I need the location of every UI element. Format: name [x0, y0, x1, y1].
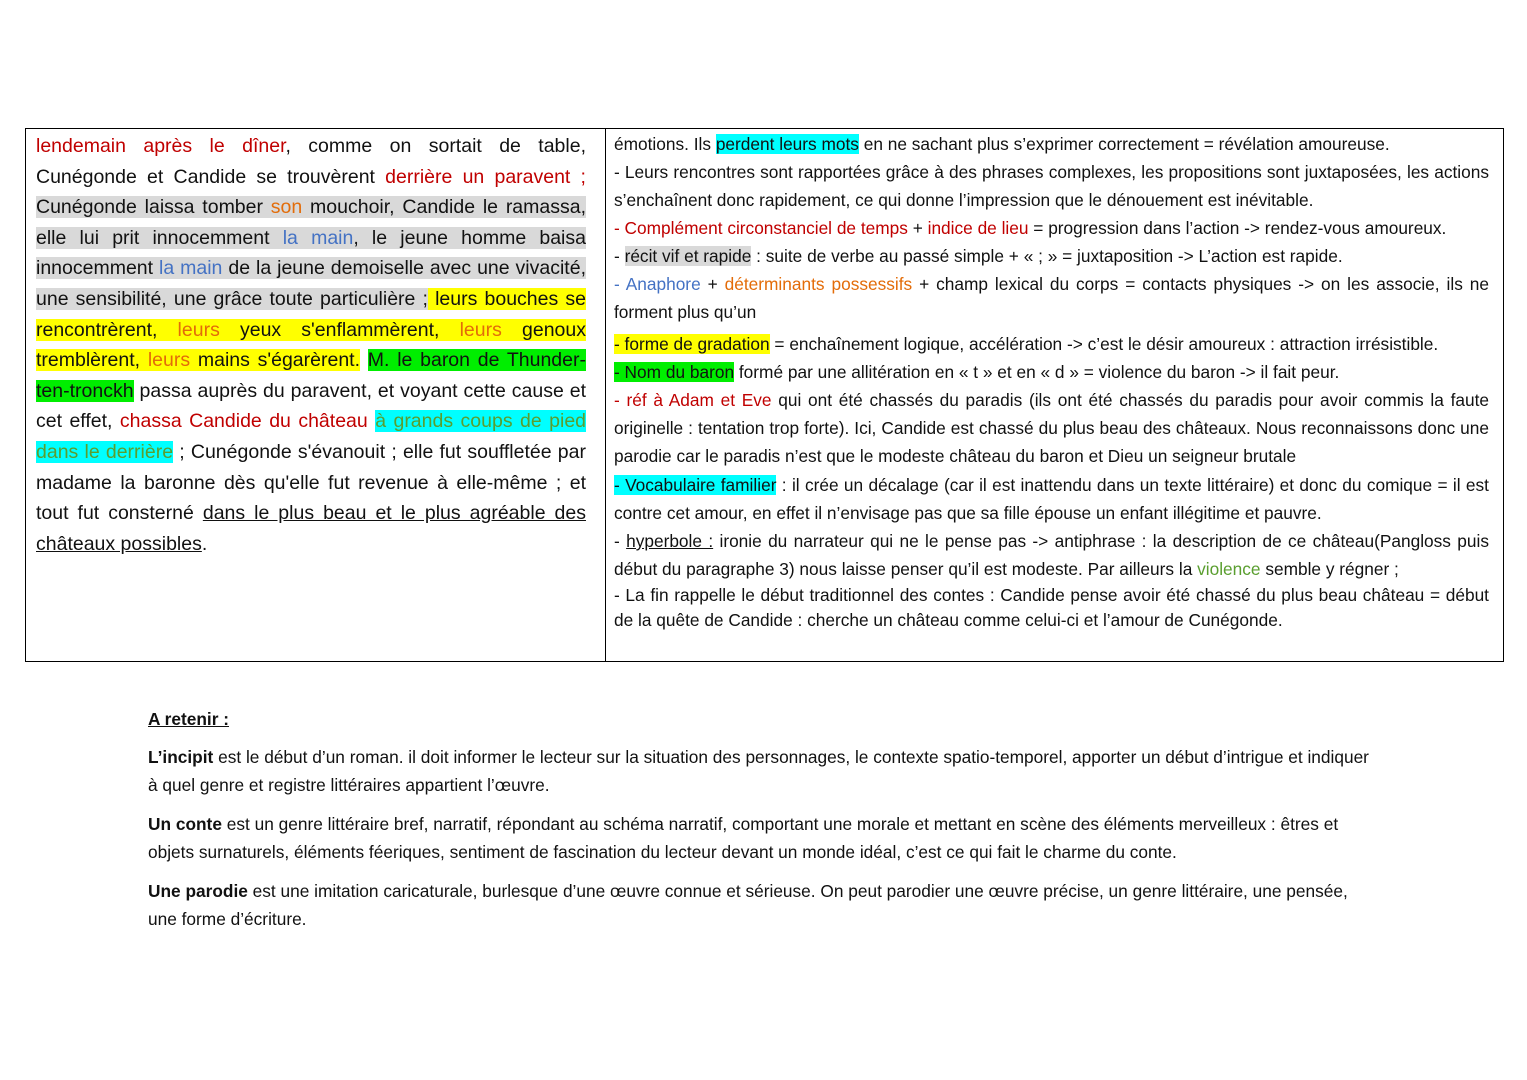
- time-complement-label: - Complément circonstanciel de temps: [614, 218, 908, 238]
- text-span: , le jeune homme baisa innocemment: [36, 226, 586, 280]
- baron-name-highlight: M. le baron de Thunder-ten-tronckh: [36, 349, 586, 402]
- summary-section: [148, 705, 1380, 944]
- anaphora-label: - Anaphore: [614, 274, 701, 294]
- text-span: : il crée un décalage (car il est inattendu dans un texte littéraire) et donc du comique = il est contre cet amour, en effet il n’envisage pas que sa fille épouse un enfant illégitime et pauvre.: [614, 475, 1489, 523]
- analysis-item: [614, 242, 1489, 270]
- definition-text: est une imitation caricaturale, burlesque d’une œuvre connue et sérieuse. On peut parodier une œuvre précise, un genre littéraire, une pensée, une forme d’écriture.: [148, 881, 1348, 929]
- text-span: +: [907, 218, 928, 238]
- text-span: -: [614, 246, 625, 266]
- analysis-item: [614, 386, 1489, 470]
- analysis-item: [614, 358, 1489, 386]
- adam-eve-reference: chassa Candide du château: [119, 410, 368, 433]
- analysis-column: [614, 130, 1489, 633]
- definition-parodie: [148, 877, 1380, 933]
- text-span: +: [700, 274, 725, 294]
- text-span: + champ lexical du corps = contacts physiques -> on les associe, ils ne forment plus qu’un: [614, 274, 1489, 322]
- analysis-item: [614, 471, 1489, 527]
- definition-text: est le début d’un roman. il doit informer le lecteur sur la situation des personnages, le contexte spatio-temporel, apporter un début d’intrigue et indiquer à quel genre et registre littéraires appartient l’œuvre.: [148, 747, 1369, 795]
- time-complement: lendemain après le dîner: [36, 135, 286, 157]
- summary-title-text: A retenir :: [148, 709, 229, 729]
- analysis-item: - La fin rappelle le début traditionnel des contes : Candide pense avoir été chassé du plus beau château = début de la quête de Candide : cherche un château comme celui-ci et l’amour de Cunégonde.: [614, 585, 1489, 630]
- analysis-item: [614, 330, 1489, 358]
- possessive-determiner: leurs: [177, 318, 220, 341]
- text-span: Cunégonde laissa tomber: [36, 196, 271, 219]
- gradation-label: - forme de gradation: [614, 334, 770, 354]
- text-span: -: [614, 531, 627, 551]
- text-span: , comme on sortait de table, Cunégonde et Candide se trouvèrent: [36, 135, 587, 188]
- text-span: = progression dans l’action -> rendez-vous amoureux.: [1028, 218, 1447, 238]
- text-span: mains s'égarèrent.: [190, 349, 360, 372]
- column-divider: [605, 129, 606, 661]
- text-span: semble y régner ;: [1260, 559, 1399, 579]
- definition-term: Une parodie: [148, 881, 248, 901]
- text-span: de la jeune demoiselle avec une vivacité, une sensibilité, une grâce toute particulière ;: [36, 257, 586, 310]
- summary-title: [148, 705, 1380, 733]
- definition-term: Un conte: [148, 814, 222, 834]
- source-text-paragraph: [36, 131, 586, 559]
- analysis-item: [614, 130, 1489, 158]
- text-span: leurs bouches se rencontrèrent,: [36, 287, 586, 341]
- possessive-determiner: leurs: [459, 318, 502, 341]
- definition-text: est un genre littéraire bref, narratif, répondant au schéma narratif, comportant une morale et mettant en scène des éléments merveilleux : êtres et objets surnaturels, éléments féeriques, sentiment de fascination du lecteur devant un monde idéal, c’est ce qui fait le charme du conte.: [148, 814, 1339, 862]
- definition-term: L’incipit: [148, 747, 214, 767]
- familiar-vocabulary-highlight: à grands coups de pied dans le derrière: [36, 410, 587, 463]
- familiar-vocabulary-label: - Vocabulaire familier: [614, 475, 777, 495]
- text-span: : suite de verbe au passé simple + « ; » = juxtaposition -> L’action est rapide.: [751, 246, 1343, 266]
- highlight-span: perdent leurs mots: [715, 134, 859, 154]
- text-span: mouchoir, Candide le ramassa, elle lui prit innocemment: [36, 196, 587, 249]
- fast-narrative-label: récit vif et rapide: [624, 246, 752, 266]
- text-span: genoux tremblèrent,: [36, 318, 586, 372]
- analysis-item: [614, 214, 1489, 242]
- analysis-item: [614, 270, 1489, 326]
- text-span: qui ont été chassés du paradis (ils ont été chassés du paradis pour avoir commis la faute originelle : tentation trop forte). Ici, Candide est chassé du plus beau des châteaux. Nous reconnaissons donc une parodie car le paradis n’est que le modeste château du baron et Dieu un seigneur brutale: [614, 390, 1489, 466]
- text-span: = enchaînement logique, accélération -> c’est le désir amoureux : attraction irrésistible.: [769, 334, 1439, 354]
- text-span: .: [201, 532, 208, 555]
- place-indicator-label: indice de lieu: [927, 218, 1029, 238]
- adam-eve-label: - réf à Adam et Eve: [614, 390, 772, 410]
- hyperbole-label: hyperbole :: [626, 531, 714, 551]
- possessive-label: déterminants possessifs: [724, 274, 913, 294]
- place-indicator: derrière un paravent ;: [385, 165, 586, 188]
- definition-incipit: [148, 743, 1380, 799]
- anaphora-span: la main: [159, 257, 223, 280]
- text-span: ironie du narrateur qui ne le pense pas -> antiphrase : la description de ce château(Pangloss puis début du paragraphe 3) nous laisse penser qu’il est modeste. Par ailleurs la: [614, 531, 1489, 579]
- analysis-item: [614, 527, 1489, 583]
- violence-word: violence: [1197, 559, 1261, 579]
- baron-name-label: - Nom du baron: [614, 362, 735, 382]
- analysis-item: - Leurs rencontres sont rapportées grâce à des phrases complexes, les propositions sont juxtaposées, les actions s’enchaînent donc rapidement, ce qui donne l’impression que le dénouement est inévitable.: [614, 162, 1489, 210]
- definition-conte: [148, 810, 1380, 866]
- text-span: passa auprès du paravent, et voyant cette cause et cet effet,: [36, 379, 586, 433]
- hyperbole-span: dans le plus beau et le plus agréable des châteaux possibles: [36, 502, 586, 555]
- text-span: yeux s'enflammèrent,: [219, 318, 460, 341]
- source-text-column: [36, 131, 586, 559]
- text-span: en ne sachant plus s’exprimer correctement = révélation amoureuse.: [858, 134, 1390, 154]
- analysis-table: [25, 128, 1504, 662]
- text-span: ; Cunégonde s'évanouit ; elle fut souffletée par madame la baronne dès qu'elle fut revenue à elle-même ; et tout fut consterné: [36, 440, 586, 525]
- anaphora-span: la main: [282, 226, 354, 249]
- text-span: émotions. Ils: [614, 134, 716, 154]
- possessive-determiner: son: [270, 196, 303, 219]
- possessive-determiner: leurs: [147, 349, 191, 372]
- text-span: formé par une allitération en « t » et en « d » = violence du baron -> il fait peur.: [734, 362, 1340, 382]
